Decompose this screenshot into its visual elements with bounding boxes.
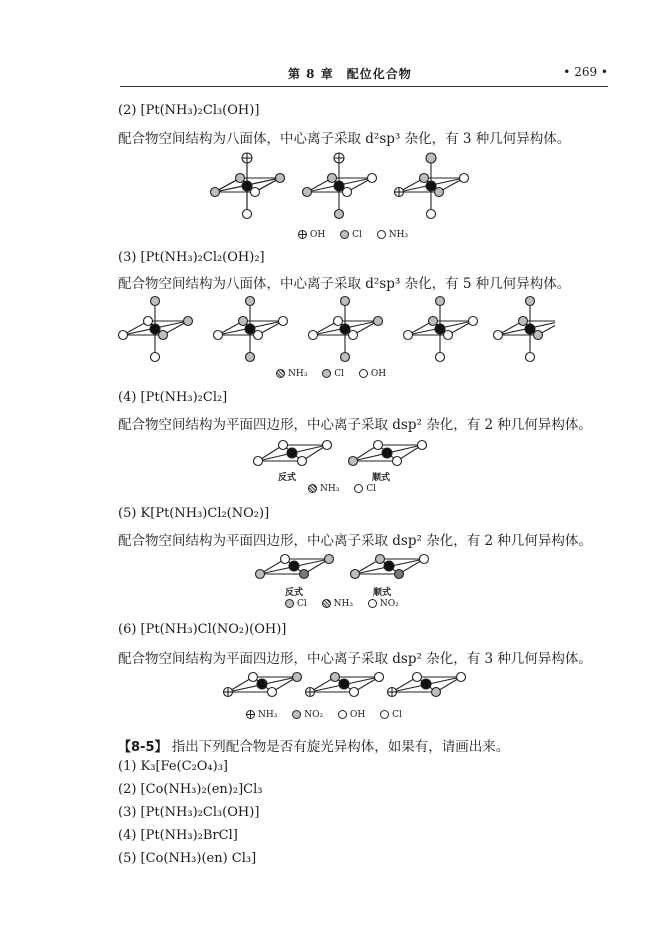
chapter-title: 第 8 章 配位化合物: [288, 67, 412, 81]
section-4-formula: (4) [Pt(NH₃)₂Cl₂]: [118, 390, 228, 405]
section-4-caption-trans: 反式: [278, 473, 297, 483]
section-4-legend: NH₃ Cl: [308, 484, 388, 494]
section-6-text: 配合物空间结构为平面四边形，中心离子采取 dsp² 杂化，有 3 种几何异构体。: [118, 651, 592, 667]
section-5-text: 配合物空间结构为平面四边形，中心离子采取 dsp² 杂化，有 2 种几何异构体。: [118, 533, 592, 549]
section-6-formula: (6) [Pt(NH₃)Cl(NO₂)(OH)]: [118, 622, 287, 637]
nh3-symbol-icon: [308, 484, 317, 493]
section-6-isomers: [220, 668, 470, 704]
section-3-formula: (3) [Pt(NH₃)₂Cl₂(OH)₂]: [118, 250, 265, 265]
section-4-isomers: [250, 435, 430, 473]
nh3-symbol-icon: [246, 710, 255, 719]
section-4-text: 配合物空间结构为平面四边形，中心离子采取 dsp² 杂化，有 2 种几何异构体。: [118, 417, 592, 433]
section-2-isomers: [195, 148, 475, 228]
oh-symbol-icon: [298, 230, 307, 239]
question-text: 指出下列配合物是否有旋光异构体，如果有，请画出来。: [171, 739, 510, 755]
header-rule: [120, 86, 608, 87]
section-5-formula: (5) K[Pt(NH₃)Cl₂(NO₂)]: [118, 506, 270, 521]
section-3-isomers: [115, 293, 555, 365]
cl-symbol-icon: [340, 230, 349, 239]
no2-symbol-icon: [292, 710, 301, 719]
nh3-symbol-icon: [276, 369, 285, 378]
section-2-formula: (2) [Pt(NH₃)₂Cl₃(OH)]: [118, 103, 260, 118]
section-2-legend: OH Cl NH₃: [298, 230, 420, 240]
question-item: (1) K₃[Fe(C₂O₄)₃]: [118, 759, 228, 774]
section-5-legend: Cl NH₃ NO₂: [285, 599, 411, 609]
section-5-caption-trans: 反式: [285, 588, 304, 598]
section-5-caption-cis: 顺式: [373, 588, 392, 598]
section-6-legend: NH₃ NO₂ OH Cl: [246, 710, 414, 720]
cl-symbol-icon: [285, 599, 294, 608]
section-4-caption-cis: 顺式: [372, 473, 391, 483]
question-item: (4) [Pt(NH₃)₂BrCl]: [118, 828, 238, 843]
question-item: (2) [Co(NH₃)₂(en)₂]Cl₃: [118, 782, 263, 797]
cl-symbol-icon: [380, 710, 389, 719]
cl-symbol-icon: [322, 369, 331, 378]
question-number: 【8-5】: [118, 740, 168, 755]
nh3-symbol-icon: [322, 599, 331, 608]
cl-symbol-icon: [354, 484, 363, 493]
no2-symbol-icon: [368, 599, 377, 608]
section-3-text: 配合物空间结构为八面体，中心离子采取 d²sp³ 杂化，有 5 种几何异构体。: [118, 276, 571, 292]
nh3-symbol-icon: [377, 230, 386, 239]
question-8-5: [118, 735, 509, 755]
oh-symbol-icon: [359, 369, 368, 378]
page-header: [120, 62, 608, 84]
question-item: (5) [Co(NH₃)(en) Cl₃]: [118, 851, 257, 866]
section-2-text: 配合物空间结构为八面体，中心离子采取 d²sp³ 杂化，有 3 种几何异构体。: [118, 131, 571, 147]
page-number: • 269 •: [563, 65, 608, 79]
question-item: (3) [Pt(NH₃)₂Cl₃(OH)]: [118, 805, 260, 820]
oh-symbol-icon: [338, 710, 347, 719]
section-3-legend: NH₃ Cl OH: [276, 369, 398, 379]
section-5-isomers: [252, 550, 432, 586]
